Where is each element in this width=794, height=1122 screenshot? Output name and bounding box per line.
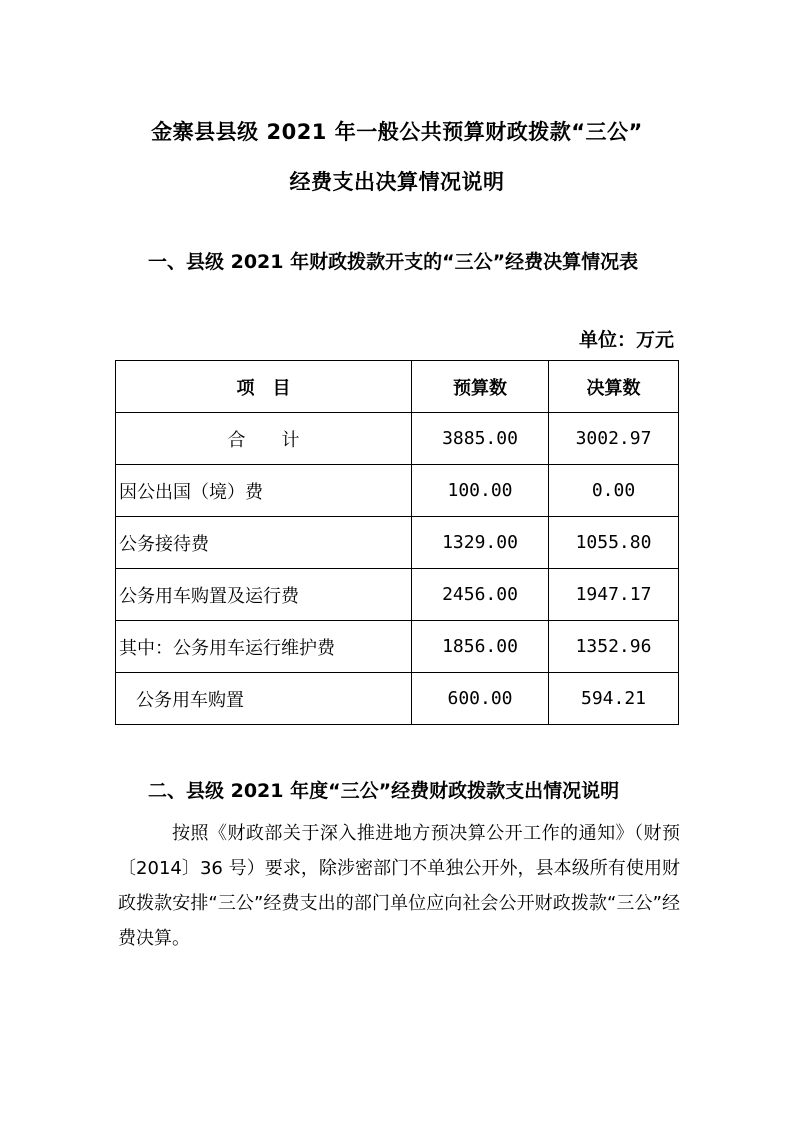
- table-row: [116, 673, 679, 725]
- table-row: [116, 517, 679, 569]
- row-actual: 1352.96: [549, 621, 679, 673]
- document-title-line-2: 经费支出决算情况说明: [289, 170, 505, 194]
- table-row: [116, 413, 679, 465]
- header-budget: 预算数: [412, 361, 549, 413]
- row-actual: 3002.97: [549, 413, 679, 465]
- table-row: [116, 465, 679, 517]
- header-actual: 决算数: [549, 361, 679, 413]
- row-budget: 100.00: [412, 465, 549, 517]
- row-actual: 1947.17: [549, 569, 679, 621]
- table-header-row: [116, 361, 679, 413]
- row-item: 因公出国（境）费: [116, 465, 412, 517]
- row-budget: 2456.00: [412, 569, 549, 621]
- section-2-heading: 二、县级 2021 年度“三公”经费财政拨款支出情况说明: [148, 780, 620, 802]
- row-item: 公务用车购置及运行费: [116, 569, 412, 621]
- row-item: 其中：公务用车运行维护费: [116, 621, 412, 673]
- header-item: 项 目: [116, 361, 412, 413]
- row-budget: 600.00: [412, 673, 549, 725]
- row-item: 合 计: [116, 413, 412, 465]
- row-item: 公务接待费: [116, 517, 412, 569]
- unit-label: 单位：万元: [578, 329, 674, 351]
- table-row: [116, 621, 679, 673]
- row-actual: 0.00: [549, 465, 679, 517]
- table-row: [116, 569, 679, 621]
- section-1-heading: 一、县级 2021 年财政拨款开支的“三公”经费决算情况表: [148, 251, 639, 273]
- row-budget: 1329.00: [412, 517, 549, 569]
- row-actual: 1055.80: [549, 517, 679, 569]
- section-2-body: 按照《财政部关于深入推进地方预决算公开工作的通知》（财预〔2014〕36 号）要求，除涉密部门不单独公开外，县本级所有使用财政拨款安排“三公”经费支出的部门单位应向社会公开财政拨款“三公”经费决算。: [118, 823, 680, 949]
- three-public-expenses-table: [115, 360, 679, 725]
- row-item: 公务用车购置: [116, 673, 412, 725]
- row-actual: 594.21: [549, 673, 679, 725]
- document-title-line-1: 金寨县县级 2021 年一般公共预算财政拨款“三公”: [151, 120, 643, 144]
- row-budget: 1856.00: [412, 621, 549, 673]
- row-budget: 3885.00: [412, 413, 549, 465]
